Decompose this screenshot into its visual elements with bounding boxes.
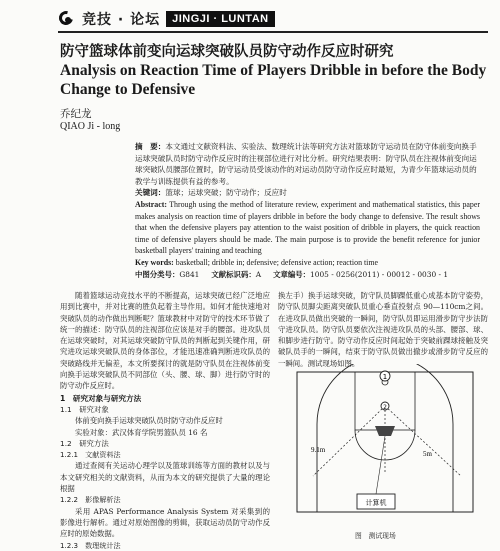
body-left-column bbox=[60, 290, 270, 551]
video-paragraph: 采用 APAS Performance Analysis System 对采集到的影像进行解析。通过对原始图像的剪辑，获取运动员防守动作反应时的原始数据。 bbox=[60, 506, 270, 539]
section-heading-1: 1 研究对象与研究方法 bbox=[60, 393, 142, 403]
keywords-cn: 关键词：篮球；运球突破；防守动作；反应时 bbox=[135, 188, 287, 198]
sight-line-right bbox=[385, 406, 461, 476]
right-paragraph: 换左手）换手运球突破，防守队员脚踝低重心成基本防守姿势，防守队员脚尖距离突破队员重心垂直投射点 90—110cm之间。在进攻队员做出突破的一瞬间，防守队员即运用滑步防守步法防守进攻队员。防守队员要依次注视进攻队员的头部、腰部、球、和脚步进行防守。防守动作反应时间起始于突破前踝球接触及突破队员手的一瞬间，结束于防守队员做出撤步或滑步防守反应的一瞬间。测试现场如图。 bbox=[278, 291, 488, 368]
section-name-cn: 竞技 · 论坛 bbox=[82, 12, 161, 28]
author-en: QIAO Ji - long bbox=[60, 121, 121, 132]
defender-position bbox=[375, 426, 395, 436]
author-cn: 乔纪龙 bbox=[60, 108, 92, 120]
body-right-column bbox=[278, 290, 488, 369]
section-heading-1-2-1: 1.2.1 文献资料法 bbox=[60, 450, 121, 460]
abstract-cn: 摘 要：本文通过文献资料法、实验法、数理统计法等研究方法对篮球防守运动员在防守体前变向换手运球突破队员时防守动作反应时的注视部位进行对比分析。研究结果表明：防守队员在注视体前变向运球突破队员腰部位置时，防守运动员受该动作的对运动员防守动作反应时最短，为青少年篮球运动员的教学与训练提供有益的参考。 bbox=[135, 142, 477, 186]
experiment-subjects: 实验对象：武汉体育学院男篮队员 16 名 bbox=[75, 427, 208, 437]
research-subject: 体前变向换手运球突破队员时防守动作反应时 bbox=[75, 416, 223, 426]
abstract-block bbox=[135, 141, 480, 280]
player-1-label: 1 bbox=[382, 373, 388, 381]
header-rule bbox=[58, 31, 488, 33]
camera-computer-label: 计算机 bbox=[365, 499, 387, 507]
abstract-en: Abstract: Through using the method of literature review, experiment and mathematical statistics, this paper makes analysis on reaction time of players dribble in before the body change to defensive. The result shows that when the defensive players pay attention to the waist position of dribble in players, the quick reaction time of defensive players should be made. The main purpose is to provide the benefit reference for junior basketball players' training and teaching bbox=[135, 199, 480, 256]
literature-paragraph: 通过查阅有关运动心理学以及篮球训练等方面的教材以及与本文研究相关的文献资料，从而为本文的研究提供了大量的理论根据 bbox=[60, 461, 270, 494]
section-heading-1-2-3: 1.2.3 数理统计法 bbox=[60, 540, 121, 550]
section-heading-1-1: 1.1 研究对象 bbox=[60, 404, 109, 414]
player-2-label: 2 bbox=[383, 404, 387, 411]
title-en: Analysis on Reaction Time of Players Dribble in before the Body Change to Defensive bbox=[60, 62, 487, 98]
section-heading-1-2: 1.2 研究方法 bbox=[60, 438, 109, 448]
section-name-en: JINGJI · LUNTAN bbox=[166, 11, 275, 27]
figure-caption: 图 测试现场 bbox=[355, 532, 396, 540]
distance-label-5m: 5m bbox=[423, 450, 432, 458]
doc-code: 文献标识码：A bbox=[211, 269, 262, 279]
distance-label-91m: 9.1m bbox=[311, 446, 326, 454]
test-site-figure bbox=[283, 364, 488, 530]
journal-logo-icon bbox=[58, 10, 76, 28]
keywords-en: Key words: basketball; dribble in; defensive; defensive action; reaction time bbox=[135, 257, 379, 267]
camera-line bbox=[376, 436, 385, 494]
title-cn: 防守篮球体前变向运球突破队员防守动作反应时研究 bbox=[60, 44, 394, 60]
section-heading-1-2-2: 1.2.2 影像解析法 bbox=[60, 495, 121, 505]
article-number: 文章编号：1005 - 0256(2011) - 00012 - 0030 - 1 bbox=[273, 269, 449, 279]
classification-row bbox=[135, 269, 480, 281]
journal-header bbox=[58, 8, 275, 30]
clc-number: 中图分类号：G841 bbox=[135, 269, 200, 279]
intro-paragraph: 随着篮球运动竞技水平的不断提高，运球突破已经广泛地应用到比赛中，并对比赛的胜负起着主导作用。如何才能快速地对突破队员的动作做出判断呢？篮球教材中对防守的技术环节做了统一的描述：防守队员的注视部位应该是对手的腰部。进攻队员在运球突破时，对其运球突破防守队员的判断起到关键作用，研究进攻运球突破队员的身体部位，才能迅速准确判断进攻队员的突破路线并无偏差，本文所要探讨的就是防守队员在注视体前变向换手运球突破队员不同部位（头、腰、球、脚）进行防守时的防守动作反应时。 bbox=[60, 291, 270, 391]
sight-line-left bbox=[313, 406, 385, 476]
